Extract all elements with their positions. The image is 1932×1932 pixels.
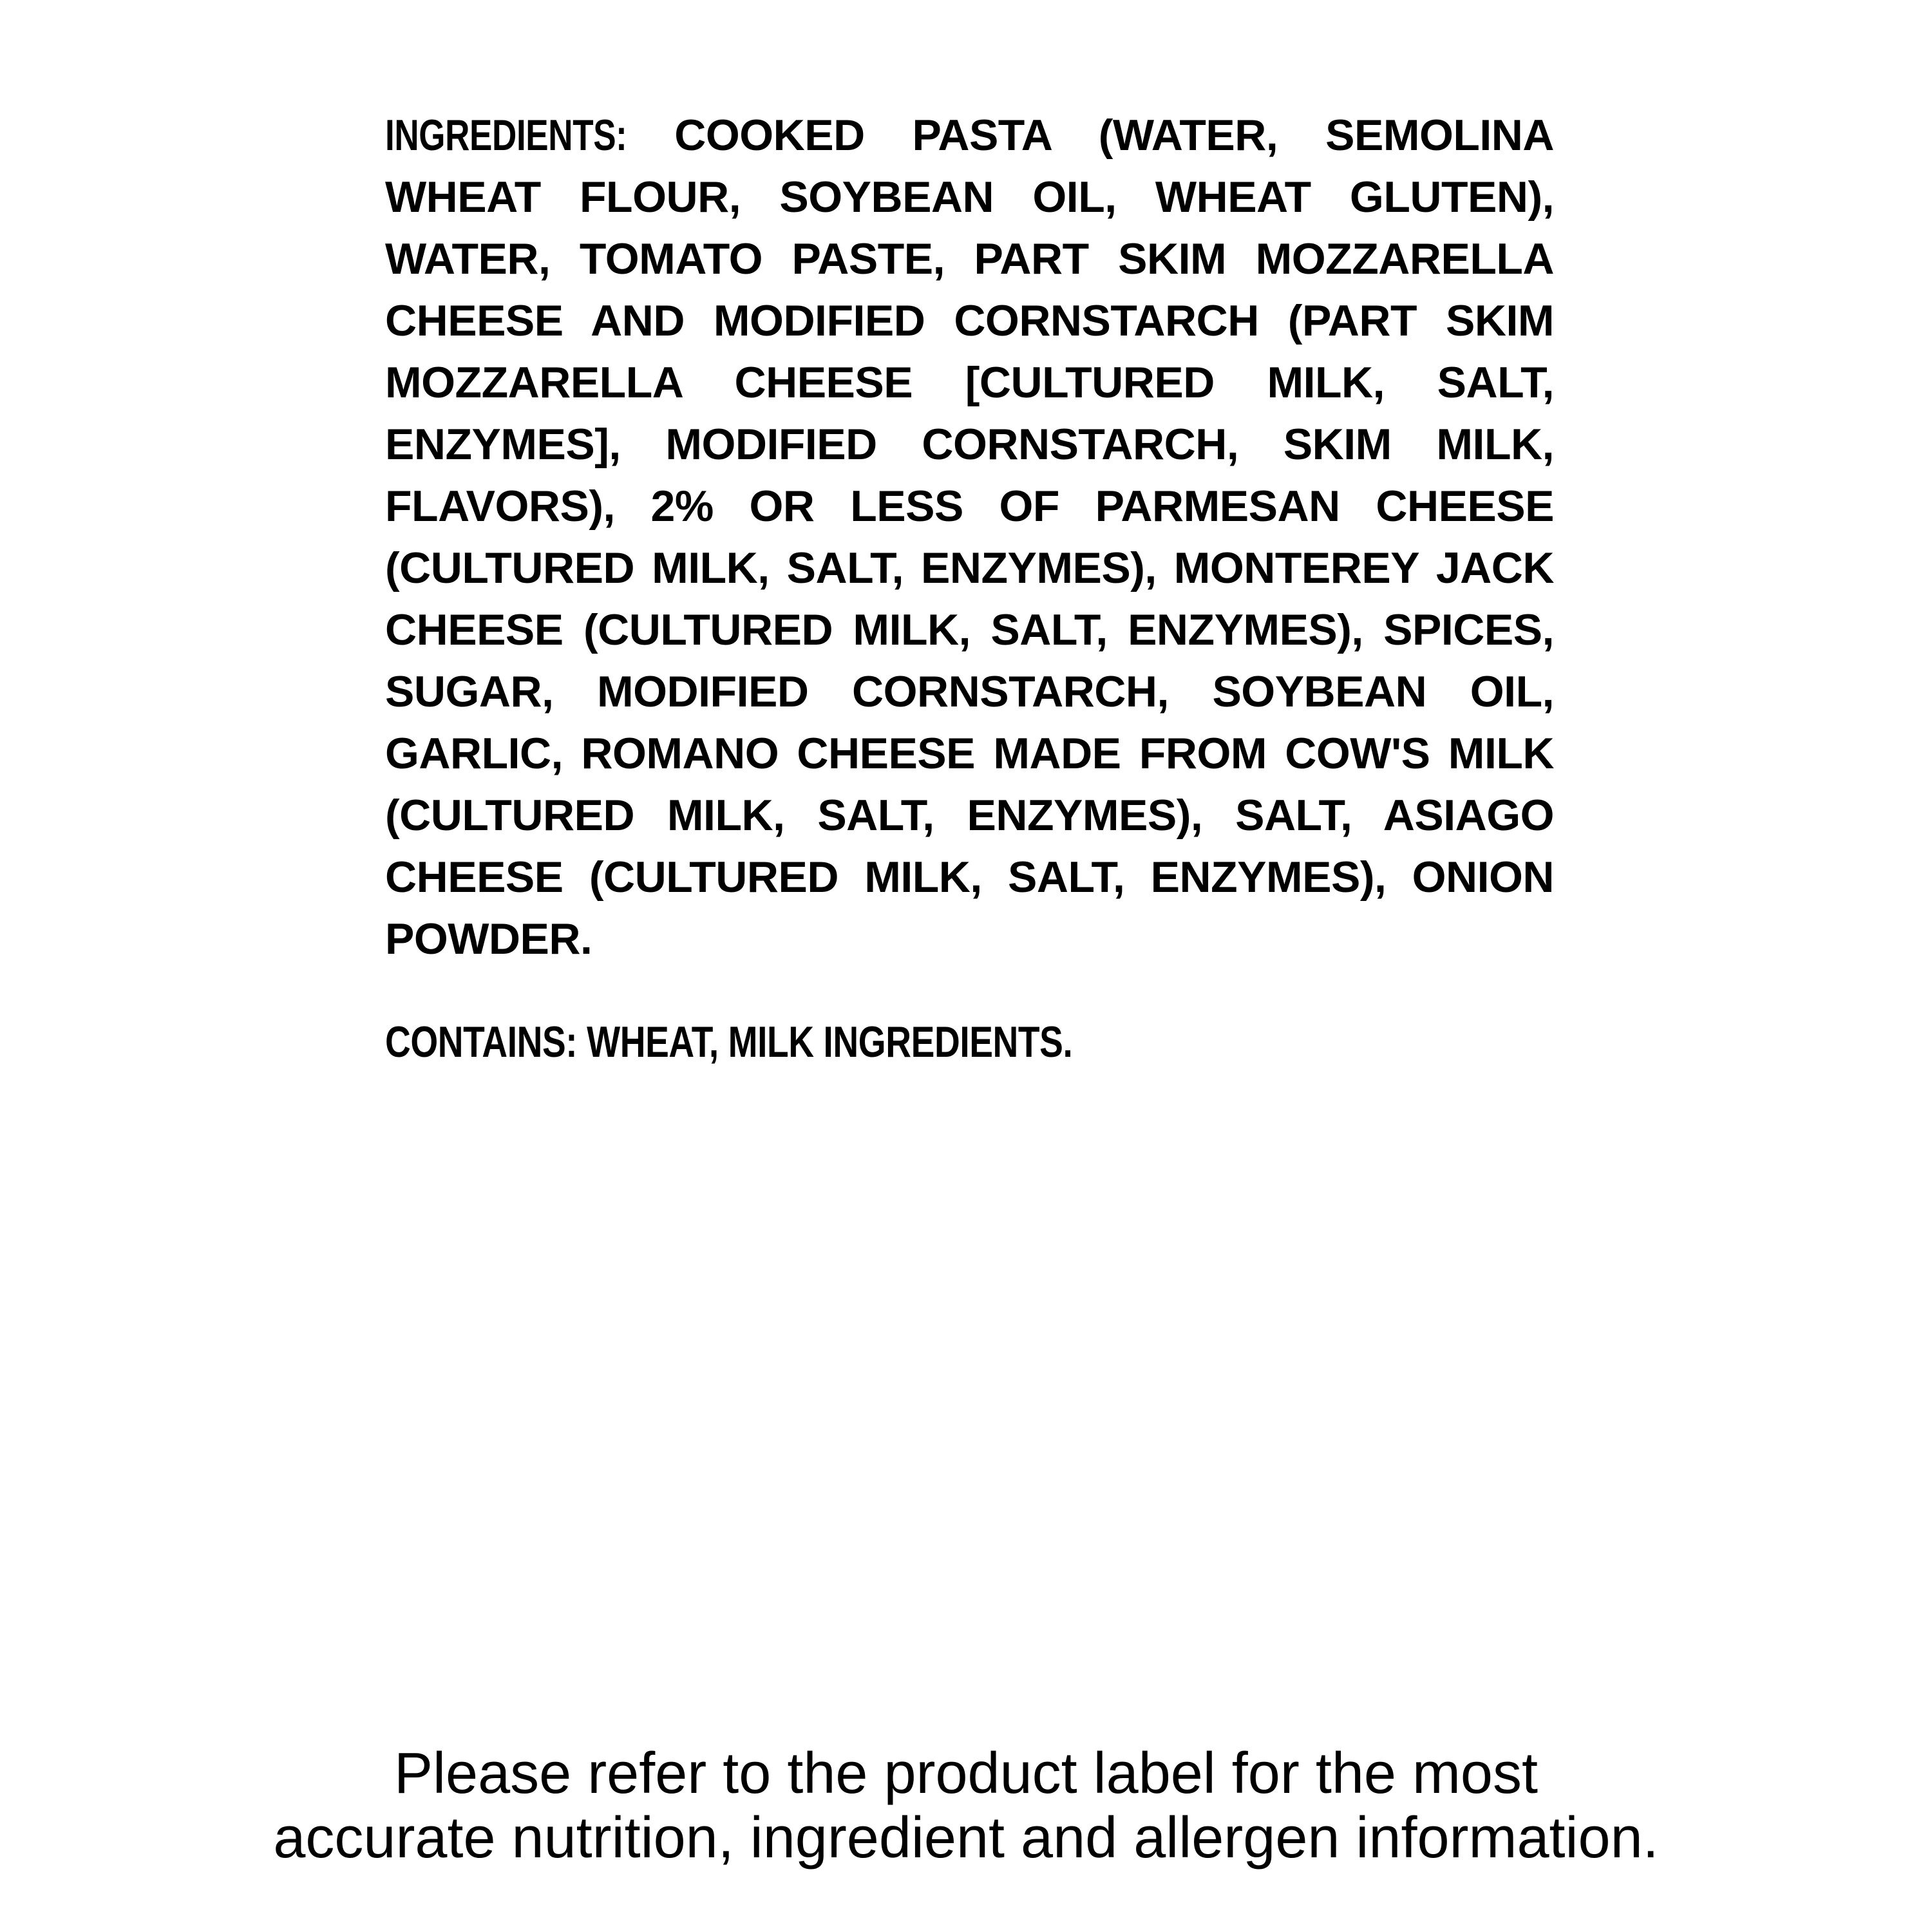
ingredients-line: SUGAR, MODIFIED CORNSTARCH, SOYBEAN OIL, — [385, 667, 1554, 716]
ingredients-line: CHEESE AND MODIFIED CORNSTARCH (PART SKIM — [385, 296, 1554, 345]
ingredients-line — [385, 104, 1554, 166]
ingredients-line: CHEESE (CULTURED MILK, SALT, ENZYMES), SPICES, — [385, 605, 1554, 654]
allergen-statement — [385, 1011, 1234, 1073]
ingredients-line-text: COOKED PASTA (WATER, SEMOLINA — [674, 111, 1554, 160]
ingredients-line: CHEESE (CULTURED MILK, SALT, ENZYMES), ONION — [385, 853, 1554, 902]
ingredients-line: WHEAT FLOUR, SOYBEAN OIL, WHEAT GLUTEN), — [385, 173, 1554, 222]
footer-disclaimer-line2: accurate nutrition, ingredient and allergen information. — [273, 1806, 1659, 1870]
ingredients-line: FLAVORS), 2% OR LESS OF PARMESAN CHEESE — [385, 482, 1554, 531]
ingredients-line-last: POWDER. — [385, 914, 592, 963]
ingredients-paragraph — [385, 104, 1554, 970]
ingredients-line: (CULTURED MILK, SALT, ENZYMES), MONTEREY JACK — [385, 544, 1554, 592]
ingredients-line: (CULTURED MILK, SALT, ENZYMES), SALT, ASIAGO — [385, 791, 1554, 840]
footer-disclaimer-line1: Please refer to the product label for the most — [394, 1741, 1538, 1806]
ingredients-line: GARLIC, ROMANO CHEESE MADE FROM COW'S MILK — [385, 729, 1554, 778]
allergen-statement-text: CONTAINS: WHEAT, MILK INGREDIENTS. — [385, 1018, 1073, 1066]
ingredients-line: MOZZARELLA CHEESE [CULTURED MILK, SALT, — [385, 358, 1554, 407]
ingredients-line: WATER, TOMATO PASTE, PART SKIM MOZZARELLA — [385, 234, 1554, 283]
ingredients-heading: INGREDIENTS: — [385, 111, 627, 160]
ingredients-lines — [385, 166, 1554, 908]
ingredients-line: ENZYMES], MODIFIED CORNSTARCH, SKIM MILK, — [385, 420, 1554, 469]
footer-disclaimer — [0, 1741, 1932, 1870]
